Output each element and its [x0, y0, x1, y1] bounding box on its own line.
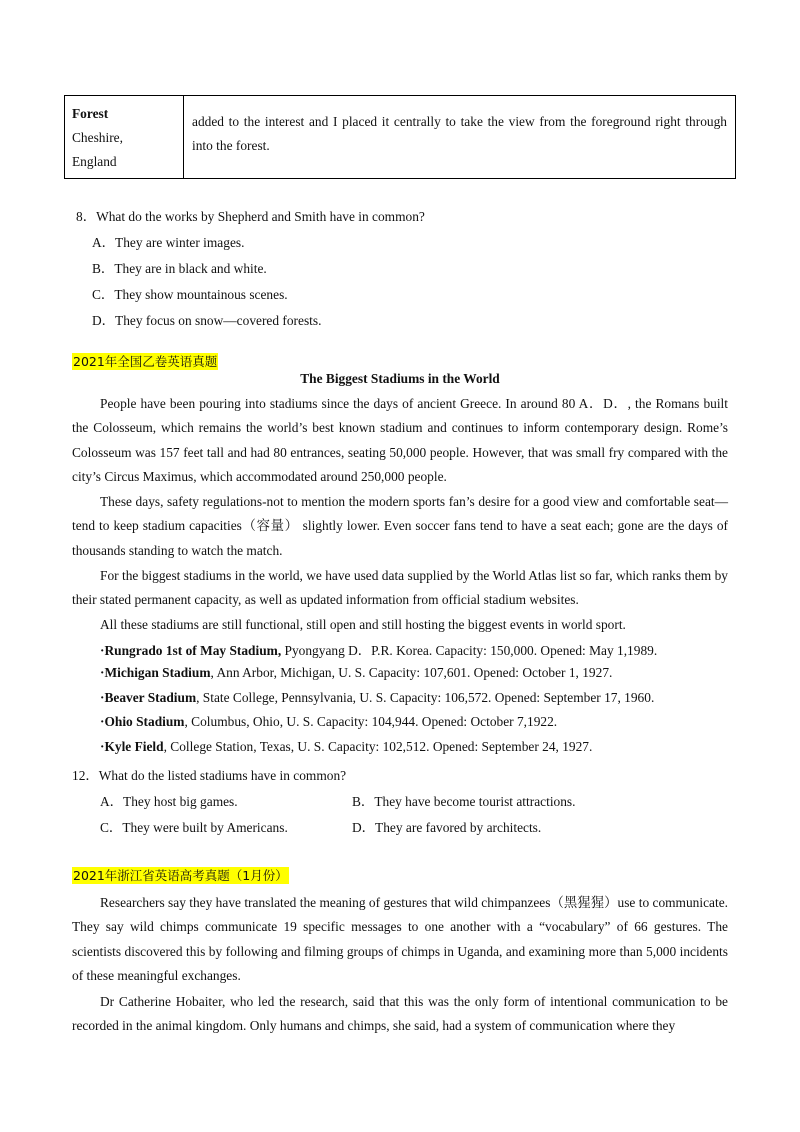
stadium-item — [100, 690, 654, 706]
question-12: 12．What do the listed stadiums have in common? — [72, 768, 347, 783]
cell-location-line1: Cheshire, — [72, 130, 123, 145]
section-heading: 2021年全国乙卷英语真题 — [73, 354, 218, 369]
stadium-name: ·Kyle Field — [100, 739, 164, 754]
paragraph: Dr Catherine Hobaiter, who led the research, said that this was the only form of intentional communication to be recorded in the animal kingdom. Only humans and chimps, she said, had a system of communication where they — [72, 994, 728, 1034]
cell-location-line2: England — [72, 154, 117, 169]
stadium-item — [100, 714, 557, 730]
paragraph: All these stadiums are still functional, still open and still hosting the biggest events in world sport. — [100, 617, 626, 632]
q12-option-d: D．They are favored by architects. — [352, 820, 542, 835]
paragraph: People have been pouring into stadiums since the days of ancient Greece. In around 80 A．D．, the Romans built the Colosseum, which remains the world’s best known stadium and continues to inform contemporary design. Rome’s Colosseum was 157 feet tall and had 80 entrances, seating 50,000 people. However, that was small fry compared with the city’s Circus Maximus, which accommodated around 250,000 people. — [72, 396, 728, 485]
q12-option-a: A．They host big games. — [100, 794, 238, 809]
stadium-name: ·Ohio Stadium — [100, 714, 185, 729]
section-heading: 2021年浙江省英语高考真题（1月份） — [73, 868, 288, 883]
q8-option-d: D．They focus on snow—covered forests. — [92, 313, 322, 328]
stadium-detail: , State College, Pennsylvania, U. S. Capacity: 106,572. Opened: September 17, 1960. — [196, 690, 655, 705]
q12-option-b: B．They have become tourist attractions. — [352, 794, 576, 809]
paragraph: Researchers say they have translated the meaning of gestures that wild chimpanzees（黑猩猩）use to communicate. They say wild chimps communicate 19 specific messages to one another with a “vocabulary” of 66 gestures. The scientists discovered this by following and filming groups of chimps in Uganda, and examining more than 5,000 incidents of these meaningful exchanges. — [72, 895, 728, 984]
stadium-detail: , College Station, Texas, U. S. Capacity: 102,512. Opened: September 24, 1927. — [163, 739, 593, 754]
q8-option-b: B．They are in black and white. — [92, 261, 267, 276]
table-cell-location — [65, 96, 184, 178]
table-row — [64, 95, 736, 179]
stadium-detail: , Columbus, Ohio, U. S. Capacity: 104,944. Opened: October 7,1922. — [184, 714, 558, 729]
stadium-name: ·Beaver Stadium — [100, 690, 197, 705]
stadium-item — [100, 665, 612, 681]
paragraph: For the biggest stadiums in the world, we have used data supplied by the World Atlas list so far, which ranks them by their stated permanent capacity, as well as updated information from official stadium websites. — [72, 568, 728, 608]
q8-option-a: A．They are winter images. — [92, 235, 245, 250]
stadium-name: ·Michigan Stadium — [100, 665, 211, 680]
question-8: 8．What do the works by Shepherd and Smith have in common? — [76, 209, 425, 224]
stadium-detail: , Ann Arbor, Michigan, U. S. Capacity: 107,601. Opened: October 1, 1927. — [210, 665, 613, 680]
article-title: The Biggest Stadiums in the World — [300, 371, 500, 386]
stadium-item — [100, 640, 657, 659]
cell-title: Forest — [72, 106, 109, 121]
q8-option-c: C．They show mountainous scenes. — [92, 287, 288, 302]
q12-option-c: C．They were built by Americans. — [100, 820, 288, 835]
stadium-detail: Pyongyang D．P.R. Korea. Capacity: 150,000. Opened: May 1,1989. — [281, 643, 658, 658]
table-cell-text: added to the interest and I placed it centrally to take the view from the foreground right through into the forest. — [192, 114, 727, 153]
paragraph: These days, safety regulations-not to mention the modern sports fan’s desire for a good view and comfortable seat—tend to keep stadium capacities（容量） slightly lower. Even soccer fans tend to have a seat each; gone are the days of thousands standing to watch the match. — [72, 494, 728, 558]
stadium-item — [100, 739, 592, 755]
stadium-name: ·Rungrado 1st of May Stadium, — [100, 643, 282, 658]
